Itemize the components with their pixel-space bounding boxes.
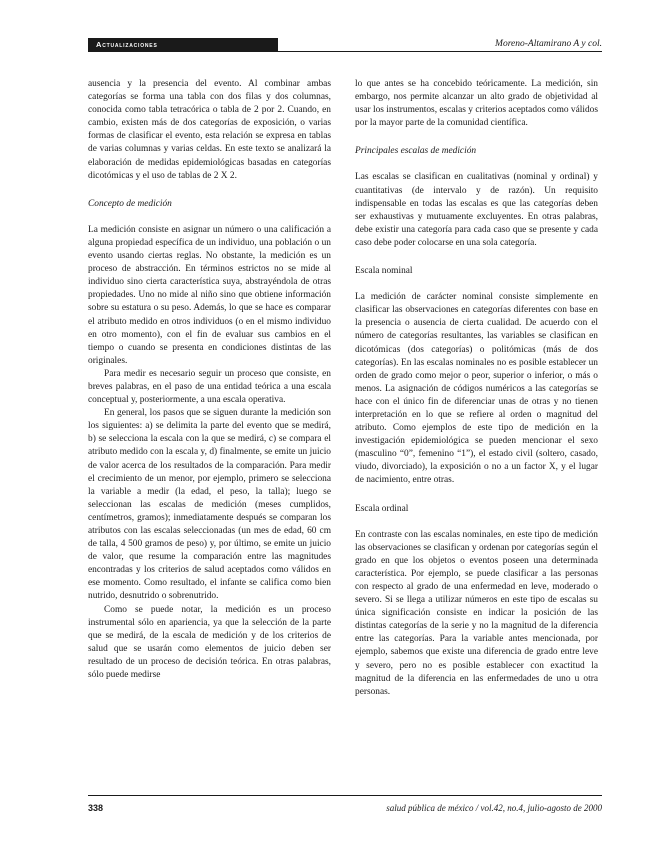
section-heading: Escala nominal: [355, 266, 413, 277]
paragraph: Para medir es necesario seguir un proceso que consiste, en breves palabras, en el paso de una entidad teórica a una escala conceptual y, posteriormente, a una escala operativa.: [88, 368, 331, 406]
paragraph: La medición consiste en asignar un número o una calificación a alguna propiedad específica de un individuo, una población o un evento usando ciertas reglas. No obstante, la medición es un proceso de abstracción. En términos estrictos no se mide al individuo sino cierta característica suya, abstrayéndola de otras propiedades. Uno no mide al niño sino que obtiene información sobre su estatura o su peso. Además, lo que se hace es comparar el atributo medido en otros individuos (o en el mismo individuo en otro momento), con el fin de evaluar sus cambios en el tiempo o cuando se presenta en condiciones distintas de las originales.: [88, 224, 331, 366]
paragraph: En contraste con las escalas nominales, en este tipo de medición las observaciones se clasifican y ordenan por categorías según el grado en que los objetos o eventos poseen una determinada característica. Por ejemplo, se puede clasificar a las personas con respecto al grado de una enfermedad en leve, moderado o severo. Si se llega a utilizar números en este tipo de escalas su única significación consiste en indicar la posición de las distintas categorías de la serie y no la magnitud de la diferencia entre las categorías. Para la variable antes mencionada, por ejemplo, sabemos que existe una diferencia de grado entre leve y severo, pero no es posible establecer con exactitud la magnitud de la diferencia en las enfermedades de uno u otra personas.: [355, 529, 598, 697]
section-heading: Escala ordinal: [355, 503, 409, 514]
right-column: [355, 78, 598, 699]
section-heading: Concepto de medición: [88, 198, 172, 209]
paragraph: ausencia y la presencia del evento. Al combinar ambas categorías se forma una tabla con dos filas y dos columnas, conocida como tabla tetracórica o tabla de 2 por 2. Cuando, en cambio, existen más de dos categorías de exposición, o varias formas de clasificar el evento, esta relación se expresa en tablas de varias columnas y varias celdas. En este texto se analizará la elaboración de medidas epidemiológicas basadas en categorías dicotómicas y el uso de tablas de 2 X 2.: [88, 79, 331, 181]
journal-citation: salud pública de méxico / vol.42, no.4, julio-agosto de 2000: [386, 803, 602, 813]
left-column: [88, 78, 331, 682]
section-label: Actualizaciones: [88, 38, 278, 52]
paragraph: Las escalas se clasifican en cualitativas (nominal y ordinal) y cuantitativas (de intervalo y de razón). Un requisito indispensable en todas las escalas es que las categorías deben ser exhaustivas y mutuamente excluyentes. En otras palabras, debe existir una categoría para cada caso que se presente y cada caso debe poder colocarse en una sola categoría.: [355, 172, 598, 248]
footer-rule: [88, 795, 602, 796]
paragraph: La medición de carácter nominal consiste simplemente en clasificar las observaciones en categorías diferentes con base en la presencia o ausencia de cierta cualidad. De acuerdo con el número de categorías resultantes, las variables se clasifican en dicotómicas (dos categorías) o politómicas (más de dos categorías). En las escalas nominales no es posible establecer un orden de grado como mejor o peor, superior o inferior, o más o menos. La asignación de códigos numéricos a las categorías se hace con el único fin de diferenciar unas de otras y no tienen interpretación en lo que se refiere al orden o magnitud del atributo. Como ejemplos de este tipo de medición en la investigación epidemiológica se pueden mencionar el sexo (masculino “0”, femenino “1”), el estado civil (soltero, casado, viudo, divorciado), la exposición o no a un factor X, y el lugar de nacimiento, entre otras.: [355, 292, 598, 486]
page-number: 338: [88, 803, 104, 813]
running-author: Moreno-Altamirano A y col.: [495, 39, 602, 49]
section-heading: Principales escalas de medición: [355, 146, 477, 157]
header-rule: [88, 51, 602, 52]
paragraph: En general, los pasos que se siguen durante la medición son los siguientes: a) se delimita la parte del evento que se medirá, b) se selecciona la escala con la que se medirá, c) se compara el atributo medido con la escala y, d) finalmente, se emite un juicio de valor acerca de los resultados de la comparación. Para medir el crecimiento de un menor, por ejemplo, primero se selecciona la variable a medir (la edad, el peso, la talla); luego se seleccionan las escalas de medición (meses cumplidos, centímetros, gramos); inmediatamente después se comparan los atributos con las escalas seleccionadas (un mes de edad, 60 cm de talla, 4 500 gramos de peso) y, por último, se emite un juicio de valor, que resume la comparación entre las magnitudes encontradas y los criterios de salud aceptados como válidos en ese momento. Como resultado, el infante se califica como bien nutrido, desnutrido o sobrenutrido.: [88, 408, 331, 602]
paragraph: lo que antes se ha concebido teóricamente. La medición, sin embargo, nos permite alcanzar un alto grado de objetividad al usar los instrumentos, escalas y criterios aceptados como válidos por la mayor parte de la comunidad científica.: [355, 79, 598, 129]
paragraph: Como se puede notar, la medición es un proceso instrumental sólo en apariencia, ya que la selección de la parte que se medirá, de la escala de medición y de los criterios de salud que se usarán como elementos de juicio deben ser resultado de un proceso de decisión teórica. En otras palabras, sólo puede medirse: [88, 604, 331, 681]
